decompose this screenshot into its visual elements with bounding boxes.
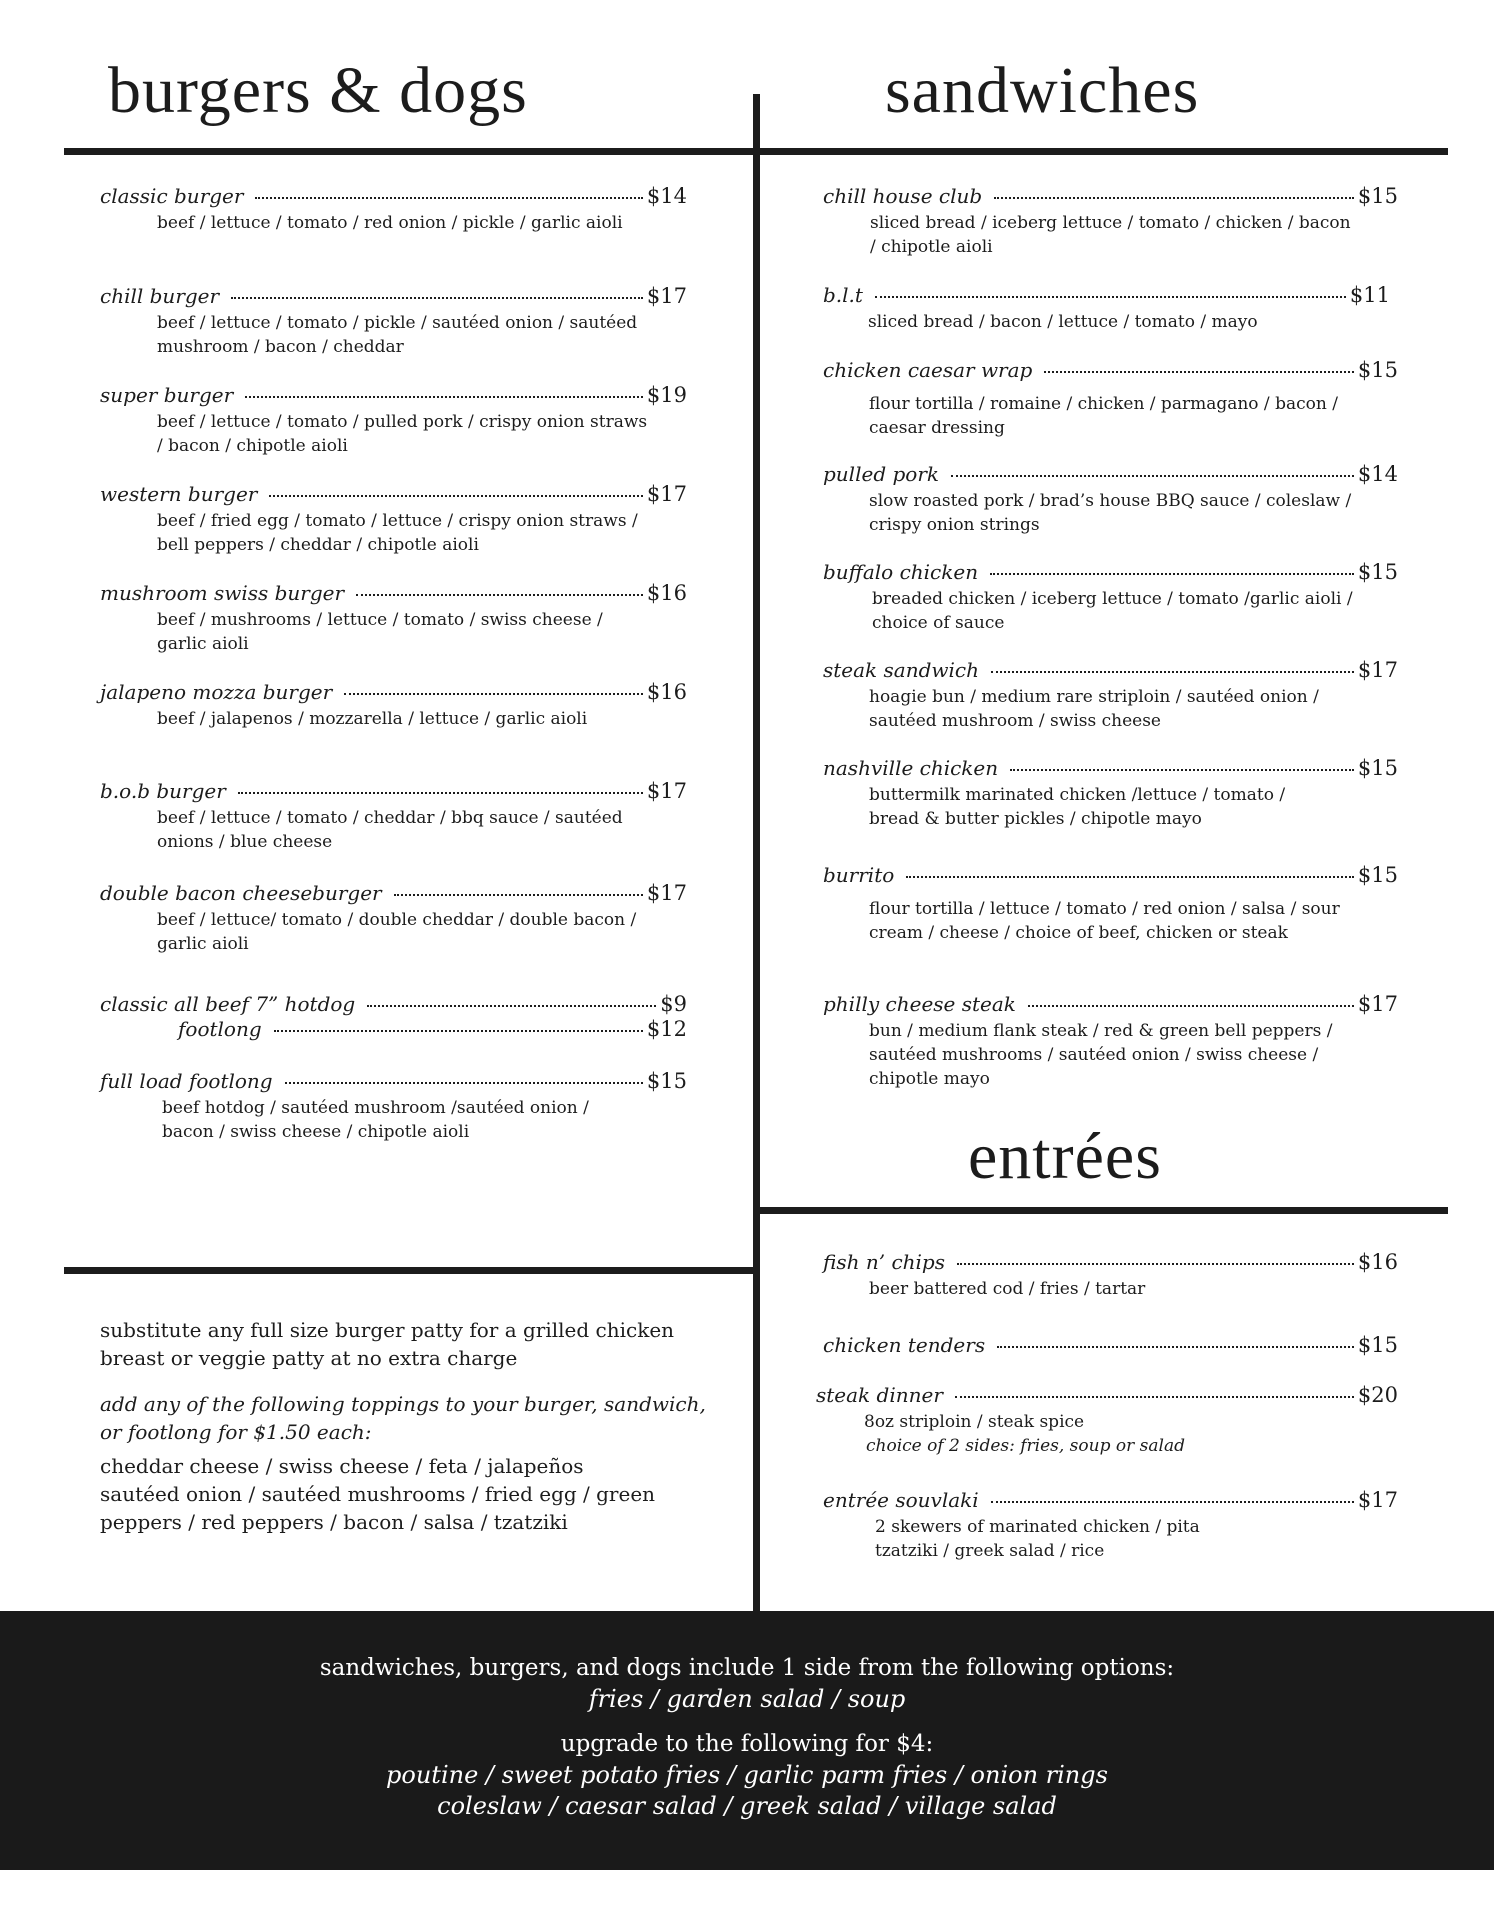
item-price: $15	[1357, 756, 1398, 780]
menu-item-pulled-pork	[823, 462, 1398, 537]
substitute-note: substitute any full size burger patty for a grilled chicken breast or veggie patty at no extra charge	[100, 1318, 675, 1370]
heading-entrees: entrées	[968, 1120, 1162, 1193]
item-description: slow roasted pork / brad’s house BBQ sauce / coleslaw / crispy onion strings	[869, 491, 1352, 535]
item-name: chill house club	[823, 184, 983, 208]
menu-item-classic-hotdog	[100, 992, 687, 1016]
item-description: beef / fried egg / tomato / lettuce / crispy onion straws / bell peppers / cheddar / chipotle aioli	[157, 511, 638, 555]
item-price: $17	[646, 284, 687, 308]
divider-notes	[64, 1267, 753, 1274]
item-note: choice of 2 sides: fries, soup or salad	[866, 1436, 1185, 1456]
item-description: bun / medium flank steak / red & green bell peppers / sautéed mushrooms / sautéed onion / swiss cheese / chipotle mayo	[869, 1021, 1333, 1089]
item-description: beef hotdog / sautéed mushroom /sautéed onion / bacon / swiss cheese / chipotle aioli	[162, 1098, 589, 1142]
divider-center	[753, 94, 760, 1614]
item-description: sliced bread / iceberg lettuce / tomato / chicken / bacon / chipotle aioli	[870, 213, 1351, 257]
item-price: $15	[1357, 184, 1398, 208]
dot-leader	[955, 1396, 1354, 1398]
item-description: flour tortilla / lettuce / tomato / red onion / salsa / sour cream / cheese / choice of beef, chicken or steak	[869, 899, 1340, 943]
item-price: $16	[1357, 1250, 1398, 1274]
item-price: $17	[1357, 992, 1398, 1016]
menu-item-western-burger	[100, 482, 687, 557]
dot-leader	[906, 876, 1354, 878]
menu-item-steak-dinner	[816, 1383, 1398, 1458]
menu-item-blt	[823, 283, 1390, 334]
item-price: $11	[1349, 283, 1390, 307]
item-description: breaded chicken / iceberg lettuce / tomato /garlic aioli / choice of sauce	[872, 589, 1353, 633]
dot-leader	[951, 475, 1354, 477]
item-price: $17	[646, 881, 687, 905]
dot-leader	[957, 1263, 1354, 1265]
item-name: jalapeno mozza burger	[100, 680, 333, 704]
menu-item-steak-sandwich	[823, 658, 1398, 733]
item-description: hoagie bun / medium rare striploin / sautéed onion / sautéed mushroom / swiss cheese	[869, 687, 1319, 731]
item-price: $14	[1357, 462, 1398, 486]
menu-item-jalapeno-mozza-burger	[100, 680, 687, 731]
dot-leader	[991, 671, 1354, 673]
heading-burgers-dogs: burgers & dogs	[108, 54, 528, 127]
item-name: double bacon cheeseburger	[100, 881, 382, 905]
dot-leader	[990, 573, 1354, 575]
sides-options: fries / garden salad / soup	[588, 1685, 906, 1713]
item-description: beef / lettuce / tomato / pulled pork / crispy onion straws / bacon / chipotle aioli	[157, 412, 648, 456]
item-name: full load footlong	[100, 1069, 273, 1093]
menu-item-chill-house-club	[823, 184, 1398, 259]
item-description: buttermilk marinated chicken /lettuce / tomato / bread & butter pickles / chipotle mayo	[869, 785, 1286, 829]
toppings-intro: add any of the following toppings to your burger, sandwich, or footlong for $1.50 each:	[100, 1392, 706, 1444]
item-name: buffalo chicken	[823, 560, 979, 584]
item-price: $17	[1357, 1488, 1398, 1512]
menu-item-bob-burger	[100, 779, 687, 854]
dot-leader	[238, 792, 643, 794]
dot-leader	[274, 1030, 643, 1032]
sides-footer	[0, 1611, 1494, 1870]
item-price: $16	[646, 581, 687, 605]
heading-sandwiches: sandwiches	[885, 54, 1200, 127]
item-description: beef / lettuce / tomato / cheddar / bbq sauce / sautéed onions / blue cheese	[157, 808, 623, 852]
upgrade-intro: upgrade to the following for $4:	[560, 1731, 934, 1757]
menu-item-nashville-chicken	[823, 756, 1398, 831]
item-price: $17	[1357, 658, 1398, 682]
item-name: chicken caesar wrap	[823, 358, 1033, 382]
toppings-list: cheddar cheese / swiss cheese / feta / jalapeños sautéed onion / sautéed mushrooms / fried egg / green peppers / red peppers / bacon / salsa / tzatziki	[100, 1454, 656, 1534]
item-price: $15	[1357, 1333, 1398, 1357]
item-name: b.o.b burger	[100, 779, 226, 803]
item-name: classic all beef 7” hotdog	[100, 992, 356, 1016]
item-name: nashville chicken	[823, 756, 999, 780]
item-description: beef / lettuce/ tomato / double cheddar / double bacon / garlic aioli	[157, 910, 637, 954]
item-description: beef / jalapenos / mozzarella / lettuce / garlic aioli	[157, 709, 588, 729]
item-price: $20	[1357, 1383, 1398, 1407]
item-price: $15	[1357, 560, 1398, 584]
item-price: $19	[646, 383, 687, 407]
menu-item-burrito	[823, 863, 1398, 945]
item-description: 2 skewers of marinated chicken / pita tzatziki / greek salad / rice	[875, 1517, 1200, 1561]
item-name: super burger	[100, 383, 234, 407]
item-price: $14	[646, 184, 687, 208]
dot-leader	[991, 1501, 1354, 1503]
menu-item-chill-burger	[100, 284, 687, 359]
item-price: $9	[660, 992, 687, 1016]
menu-item-philly-cheese-steak	[823, 992, 1398, 1091]
item-name: chill burger	[100, 284, 220, 308]
item-name: entrée souvlaki	[823, 1488, 979, 1512]
item-description: beer battered cod / fries / tartar	[869, 1279, 1146, 1299]
dot-leader	[394, 894, 643, 896]
menu-item-classic-burger	[100, 184, 687, 235]
item-name: steak dinner	[816, 1383, 943, 1407]
item-name: b.l.t	[823, 283, 863, 307]
item-name: steak sandwich	[823, 658, 980, 682]
dot-leader	[1044, 371, 1354, 373]
item-price: $15	[1357, 358, 1398, 382]
menu-item-entree-souvlaki	[823, 1488, 1398, 1563]
item-price: $17	[646, 779, 687, 803]
dot-leader	[269, 495, 643, 497]
item-description: beef / lettuce / tomato / pickle / sautéed onion / sautéed mushroom / bacon / cheddar	[157, 313, 638, 357]
item-name: chicken tenders	[823, 1333, 986, 1357]
item-name: philly cheese steak	[823, 992, 1016, 1016]
item-name: pulled pork	[823, 462, 939, 486]
dot-leader	[356, 594, 643, 596]
item-description: 8oz striploin / steak spice	[864, 1412, 1085, 1432]
menu-item-buffalo-chicken	[823, 560, 1398, 635]
item-name: fish n’ chips	[823, 1250, 945, 1274]
item-price: $15	[1357, 863, 1398, 887]
item-name: footlong	[178, 1017, 262, 1041]
dot-leader	[344, 693, 643, 695]
upgrade-options-line2: coleslaw / caesar salad / greek salad / village salad	[437, 1792, 1057, 1820]
item-name: mushroom swiss burger	[100, 581, 345, 605]
menu-item-full-load-footlong	[100, 1069, 687, 1144]
dot-leader	[1010, 769, 1354, 771]
item-name: burrito	[823, 863, 895, 887]
dot-leader	[875, 296, 1346, 298]
item-description: sliced bread / bacon / lettuce / tomato / mayo	[868, 312, 1258, 332]
item-name: western burger	[100, 482, 258, 506]
dot-leader	[367, 1005, 656, 1007]
item-price: $16	[646, 680, 687, 704]
item-name: classic burger	[100, 184, 244, 208]
dot-leader	[997, 1346, 1354, 1348]
menu-item-super-burger	[100, 383, 687, 458]
dot-leader	[994, 197, 1354, 199]
item-price: $12	[646, 1017, 687, 1041]
sides-intro: sandwiches, burgers, and dogs include 1 side from the following options:	[319, 1655, 1175, 1681]
dot-leader	[245, 396, 643, 398]
item-price: $15	[646, 1069, 687, 1093]
item-description: flour tortilla / romaine / chicken / parmagano / bacon / caesar dressing	[869, 394, 1338, 438]
dot-leader	[285, 1082, 643, 1084]
menu-item-double-bacon-cheeseburger	[100, 881, 687, 956]
menu-item-fish-n-chips	[823, 1250, 1398, 1301]
upgrade-options-line1: poutine / sweet potato fries / garlic parm fries / onion rings	[386, 1761, 1108, 1789]
menu-item-chicken-caesar-wrap	[823, 358, 1398, 440]
divider-entrees	[760, 1207, 1448, 1214]
dot-leader	[231, 297, 643, 299]
item-description: beef / mushrooms / lettuce / tomato / swiss cheese / garlic aioli	[157, 610, 603, 654]
menu-item-mushroom-swiss-burger	[100, 581, 687, 656]
dot-leader	[255, 197, 642, 199]
menu-item-chicken-tenders	[823, 1333, 1398, 1357]
item-description: beef / lettuce / tomato / red onion / pickle / garlic aioli	[157, 213, 623, 233]
item-price: $17	[646, 482, 687, 506]
dot-leader	[1028, 1005, 1354, 1007]
menu-item-footlong	[178, 1017, 687, 1041]
